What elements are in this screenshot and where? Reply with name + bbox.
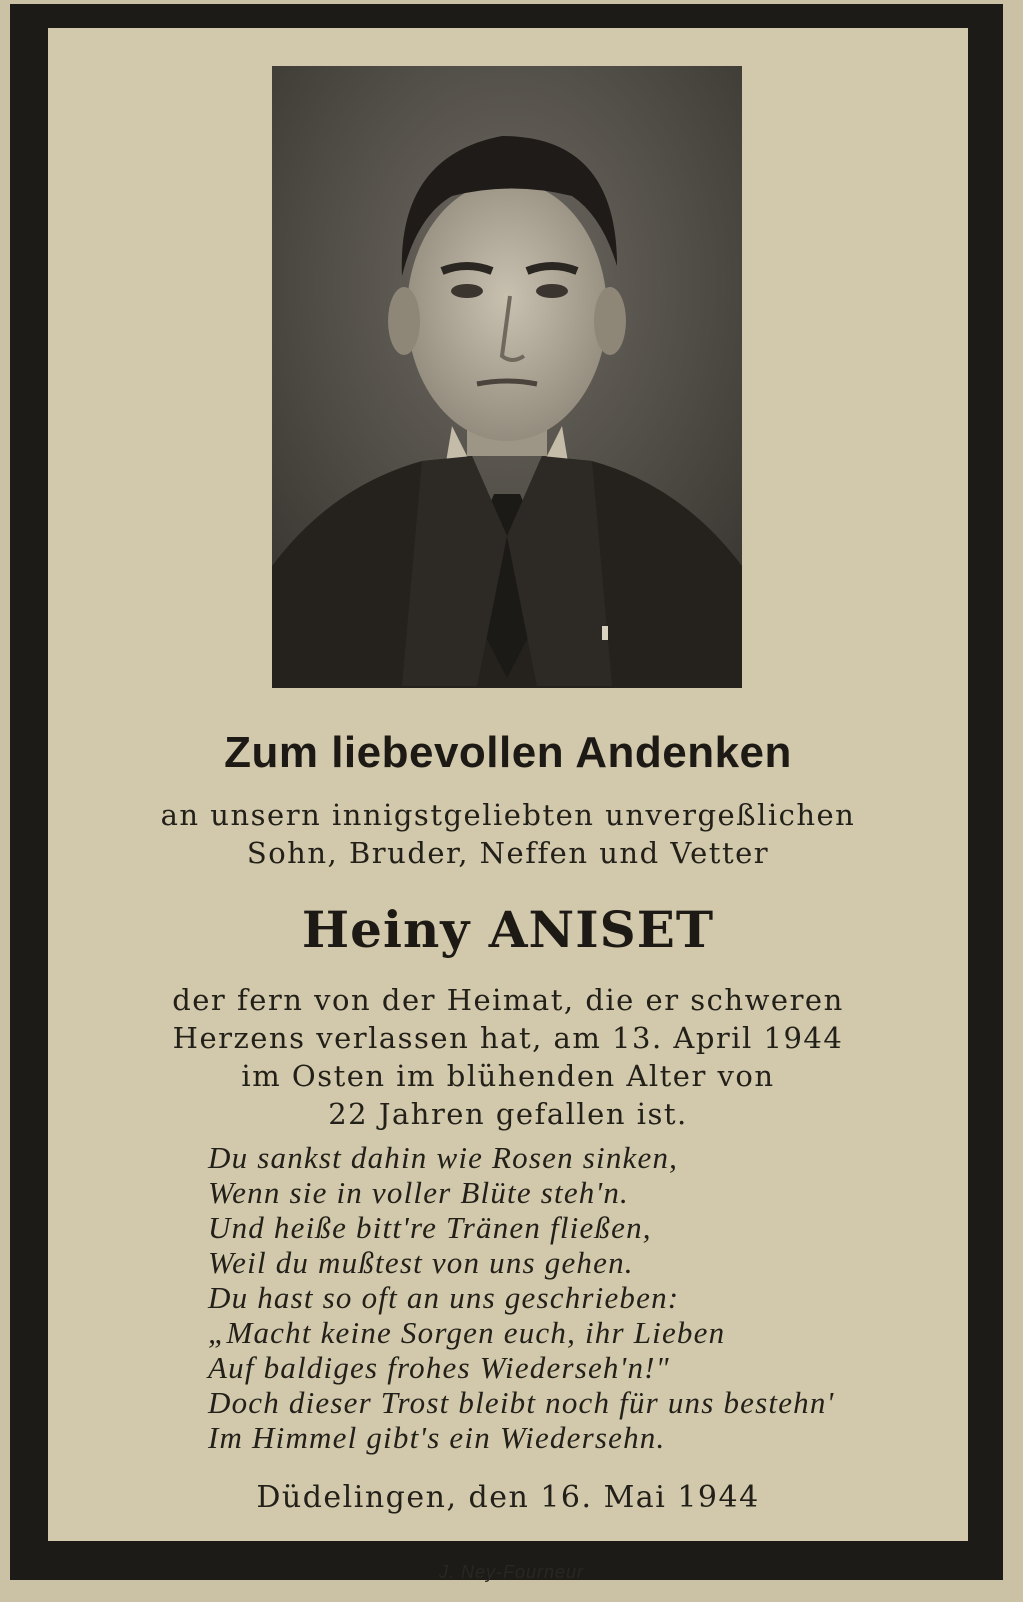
memorial-card xyxy=(48,28,968,1541)
text-line: 22 Jahren gefallen ist. xyxy=(328,1097,688,1131)
printer-imprint: J. Ney-Fourneur xyxy=(438,1562,585,1582)
poem-line: „Macht keine Sorgen euch, ihr Lieben xyxy=(208,1315,726,1350)
text-line: im Osten im blühenden Alter von xyxy=(241,1059,775,1093)
intro-line: Sohn, Bruder, Neffen und Vetter xyxy=(246,836,770,870)
card-title: Zum liebevollen Andenken xyxy=(224,728,792,777)
text-line: Herzens verlassen hat, am 13. April 1944 xyxy=(172,1021,844,1055)
poem-line: Im Himmel gibt's ein Wiedersehn. xyxy=(208,1420,666,1455)
poem-line: Wenn sie in voller Blüte steh'n. xyxy=(208,1175,629,1210)
deceased-name: Heiny ANISET xyxy=(301,900,715,959)
poem-line: Auf baldiges frohes Wiederseh'n!" xyxy=(208,1350,670,1385)
poem-line: Du hast so oft an uns geschrieben: xyxy=(208,1280,680,1315)
intro-line: an unsern innigstgeliebten unvergeßlichen xyxy=(160,798,856,832)
portrait-photo xyxy=(272,66,742,688)
poem-line: Du sankst dahin wie Rosen sinken, xyxy=(208,1140,679,1175)
poem-line: Doch dieser Trost bleibt noch für uns bestehn' xyxy=(208,1385,835,1420)
portrait-image xyxy=(272,66,742,688)
poem-line: Und heiße bitt're Tränen fließen, xyxy=(208,1210,652,1245)
poem-line: Weil du mußtest von uns gehen. xyxy=(208,1245,634,1280)
memorial-poem xyxy=(208,1140,834,1455)
mourning-border xyxy=(10,4,1003,1580)
text-line: der fern von der Heimat, die er schweren xyxy=(172,983,844,1017)
place-date: Düdelingen, den 16. Mai 1944 xyxy=(256,1480,760,1515)
